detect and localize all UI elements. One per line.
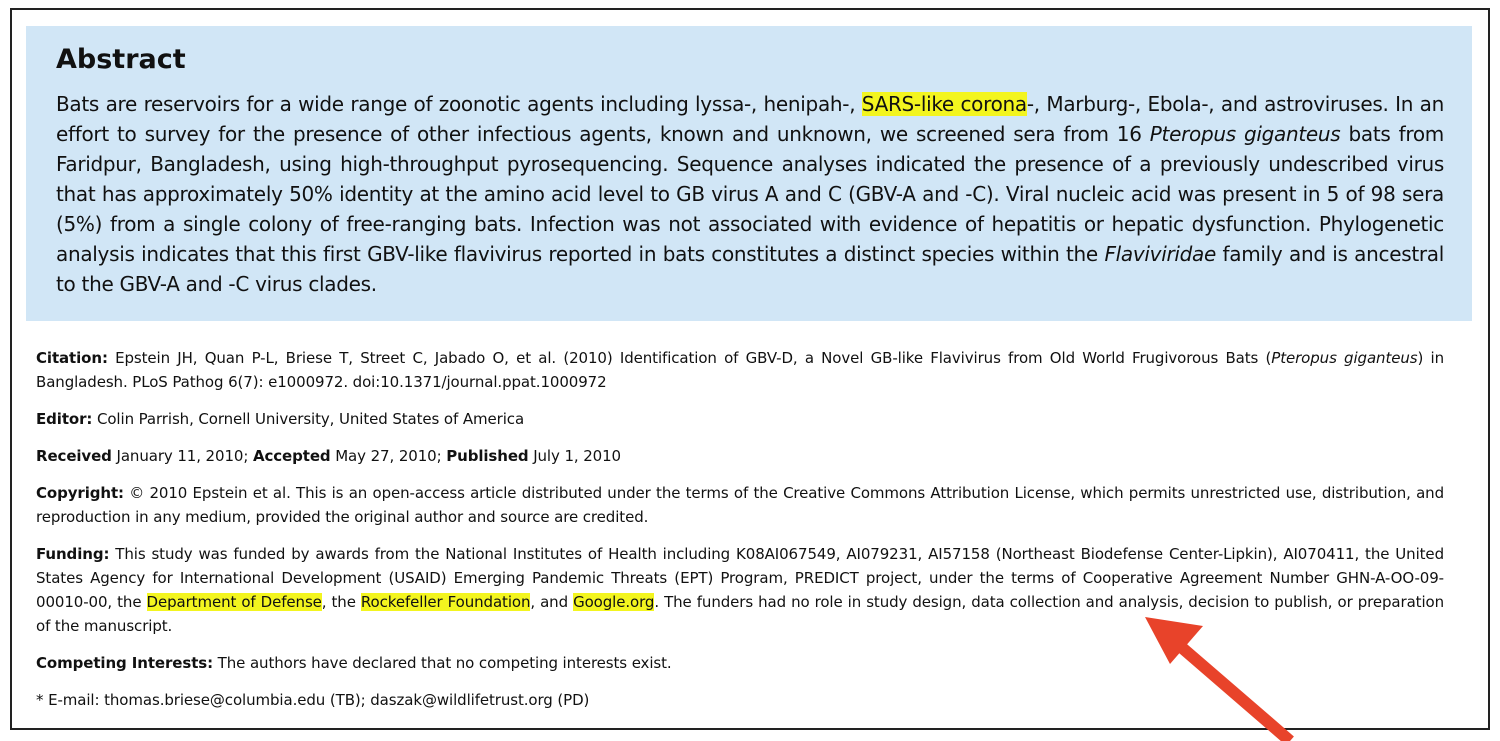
- highlight-rockefeller-foundation: Rockefeller Foundation: [360, 593, 531, 611]
- copyright: Copyright: © 2010 Epstein et al. This is an open-access article distributed under the terms of the Creative Commons Attribution License, which permits unrestricted use, distribution, and reproduction in any medium, provided the original author and source are credited.: [36, 484, 1444, 526]
- abstract-text: Bats are reservoirs for a wide range of zoonotic agents including lyssa-, henipah-, SARS-like corona-, Marburg-, Ebola-, and astroviruses. In an effort to survey for the presence of other infectious agents, known and unknown, we screened sera from 16 Pteropus giganteus bats from Faridpur, Bangladesh, using high-throughput pyrosequencing. Sequence analyses indicated the presence of a previously undescribed virus that has approximately 50% identity at the amino acid level to GB virus A and C (GBV-A and -C). Viral nucleic acid was present in 5 of 98 sera (5%) from a single colony of free-ranging bats. Infection was not associated with evidence of hepatitis or hepatic dysfunction. Phylogenetic analysis indicates that this first GBV-like flavivirus reported in bats constitutes a distinct species within the Flaviviridae family and is ancestral to the GBV-A and -C virus clades.: [56, 92, 1444, 296]
- species-name: Pteropus giganteus: [1149, 122, 1341, 146]
- family-name: Flaviviridae: [1104, 242, 1217, 266]
- article-metadata: [36, 346, 1444, 725]
- highlight-google-org: Google.org: [573, 593, 655, 611]
- funding: Funding: This study was funded by awards from the National Institutes of Health including K08AI067549, AI079231, AI57158 (Northeast Biodefense Center-Lipkin), AI070411, the United States Agency for International Development (USAID) Emerging Pandemic Threats (EPT) Program, PREDICT project, under the terms of Cooperative Agreement Number GHN-A-OO-09-00010-00, the Department of Defense, the Rockefeller Foundation, and Google.org. The funders had no role in study design, data collection and analysis, decision to publish, or preparation of the manuscript.: [36, 545, 1445, 635]
- abstract-heading: Abstract: [56, 44, 186, 75]
- competing-interests: Competing Interests: The authors have declared that no competing interests exist.: [36, 654, 672, 672]
- article-excerpt-frame: [10, 8, 1490, 730]
- dates: Received January 11, 2010; Accepted May 27, 2010; Published July 1, 2010: [36, 447, 621, 465]
- citation: Citation: Epstein JH, Quan P-L, Briese T, Street C, Jabado O, et al. (2010) Identification of GBV-D, a Novel GB-like Flavivirus from Old World Frugivorous Bats (Pteropus giganteus) in Bangladesh. PLoS Pathog 6(7): e1000972. doi:10.1371/journal.ppat.1000972: [36, 349, 1444, 391]
- editor: Editor: Colin Parrish, Cornell University, United States of America: [36, 410, 525, 428]
- email: * E-mail: thomas.briese@columbia.edu (TB); daszak@wildlifetrust.org (PD): [36, 691, 590, 709]
- highlight-department-of-defense: Department of Defense: [146, 593, 322, 611]
- highlight-sars-like-corona: SARS-like corona: [861, 92, 1027, 116]
